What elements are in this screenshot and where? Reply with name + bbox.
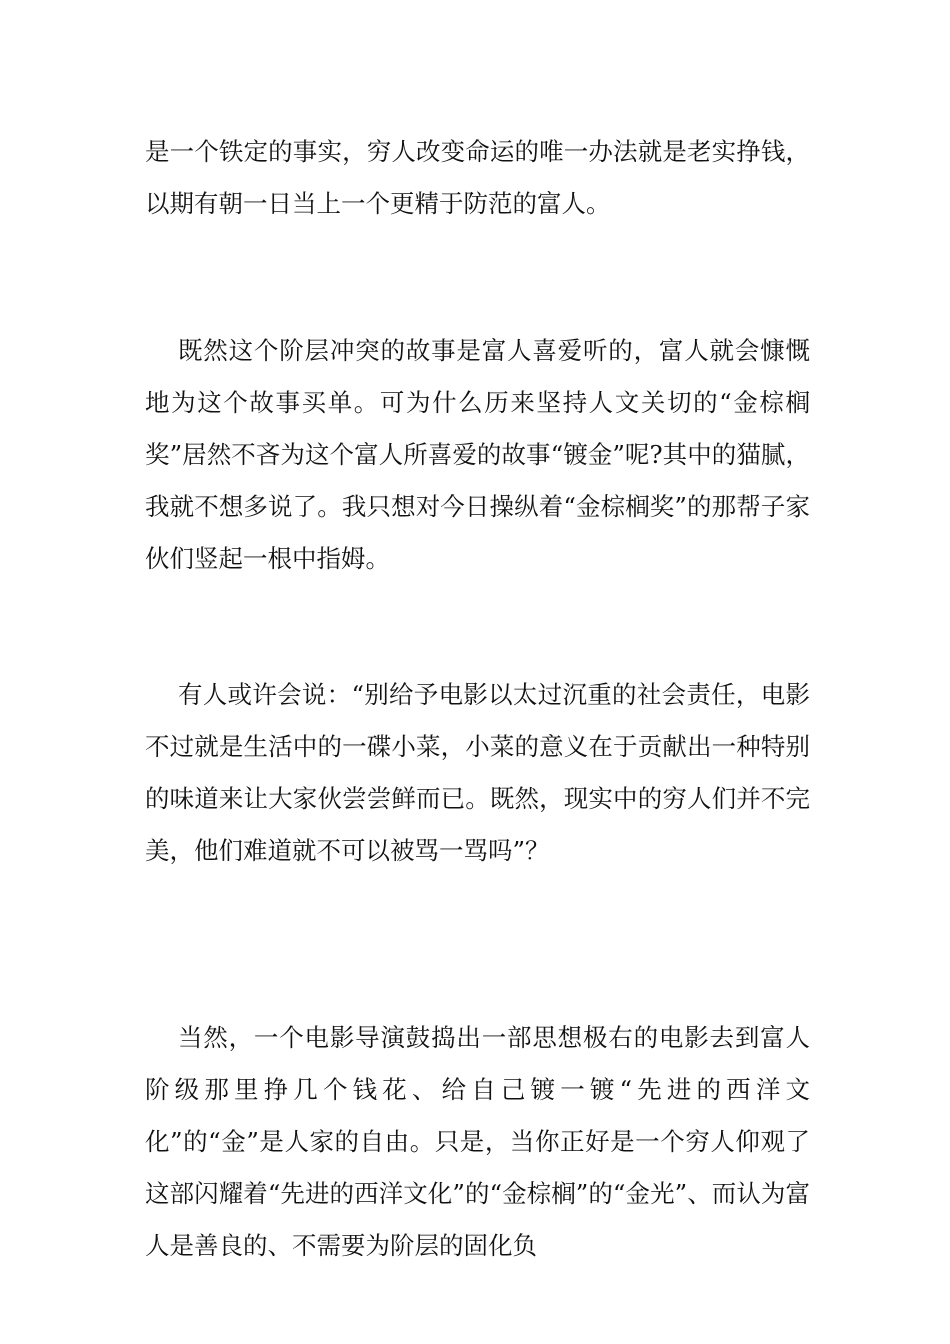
paragraph: 有人或许会说：“别给予电影以太过沉重的社会责任，电影不过就是生活中的一碟小菜，小菜的意义在于贡献出一种特别的味道来让大家伙尝尝鲜而已。既然，现实中的穷人们并不完美，他们难道就不可以被骂一骂吗”？: [145, 680, 810, 865]
paragraph: 既然这个阶层冲突的故事是富人喜爱听的，富人就会慷慨地为这个故事买单。可为什么历来坚持人文关切的“金棕榈奖”居然不吝为这个富人所喜爱的故事“镀金”呢?其中的猫腻，我就不想多说了。我只想对今日操纵着“金棕榈奖”的那帮子家伙们竖起一根中指姆。: [145, 336, 810, 573]
paragraph-continuation: 是一个铁定的事实，穷人改变命运的唯一办法就是老实挣钱，以期有朝一日当上一个更精于防范的富人。: [145, 137, 810, 218]
paragraph: 当然，一个电影导演鼓捣出一部思想极右的电影去到富人阶级那里挣几个钱花、给自己镀一镀“先进的西洋文化”的“金”是人家的自由。只是，当你正好是一个穷人仰观了这部闪耀着“先进的西洋文化”的“金棕榈”的“金光”、而认为富人是善良的、不需要为阶层的固化负: [145, 1023, 810, 1260]
